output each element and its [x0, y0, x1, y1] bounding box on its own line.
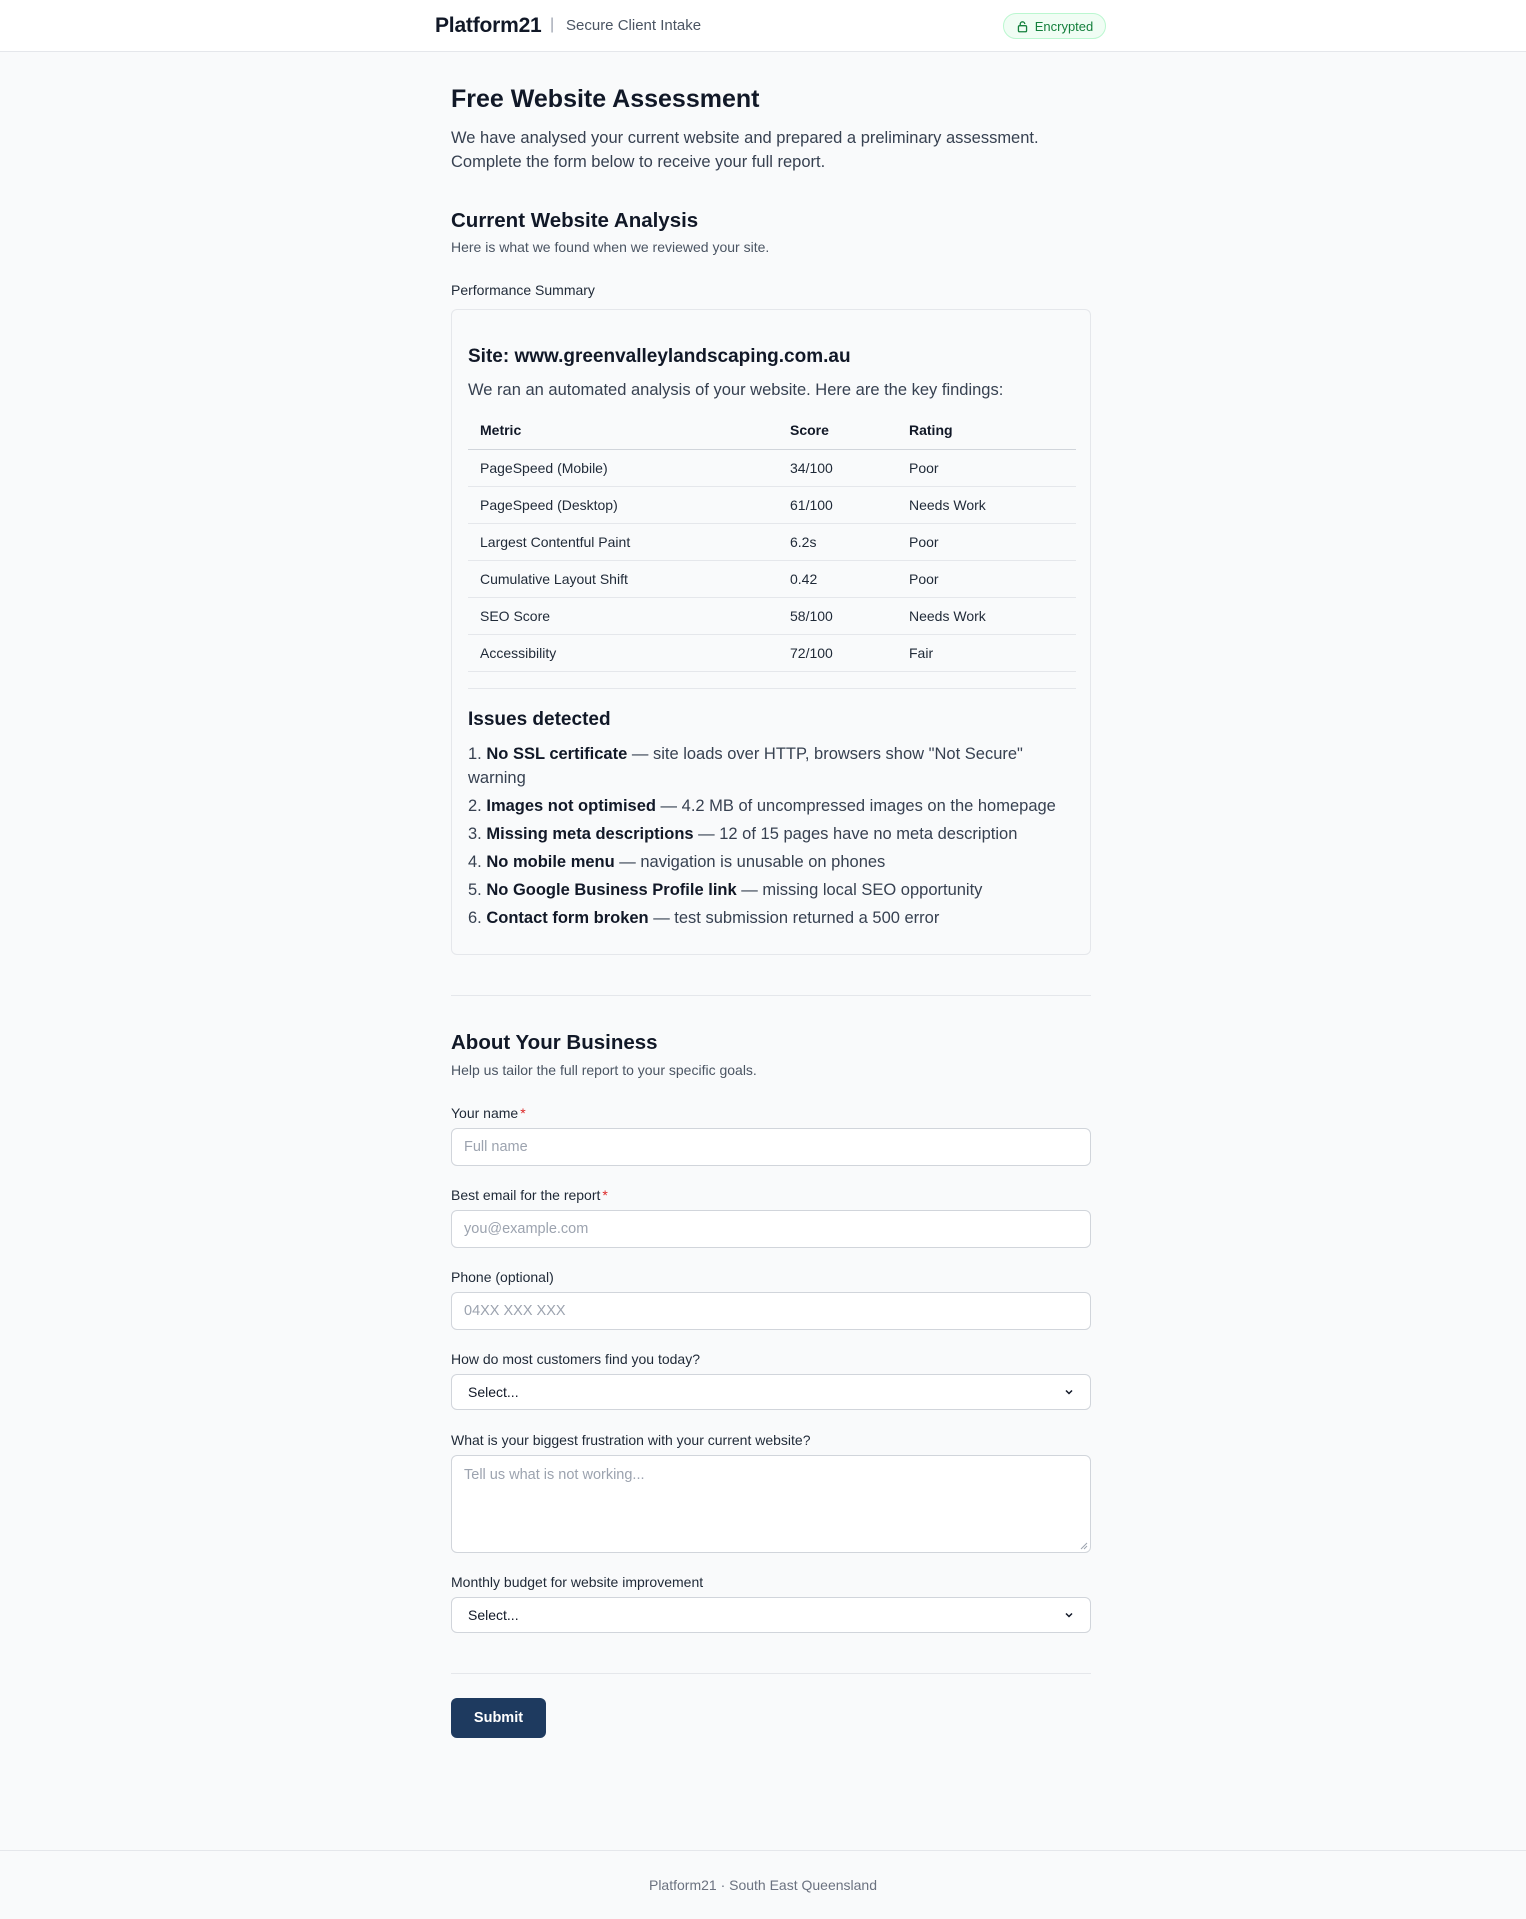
issue-detail: — test submission returned a 500 error	[648, 909, 940, 927]
issue-detail: — navigation is unusable on phones	[614, 853, 886, 871]
required-mark: *	[602, 1187, 608, 1203]
chevron-down-icon	[1064, 1387, 1074, 1397]
analysis-subtitle: Here is what we found when we reviewed your site.	[451, 239, 770, 255]
encrypted-badge-label: Encrypted	[1034, 18, 1094, 34]
issue-detail: — missing local SEO opportunity	[736, 881, 983, 899]
customer-source-value: Select...	[468, 1384, 519, 1400]
chevron-down-icon	[1064, 1610, 1074, 1620]
table-header-row	[468, 412, 1076, 449]
issue-number: 4.	[468, 853, 482, 871]
issue-title: Contact form broken	[486, 909, 649, 927]
page-title: Free Website Assessment	[451, 85, 760, 113]
list-item	[468, 878, 1068, 902]
frustration-textarea[interactable]	[451, 1455, 1091, 1553]
issue-title: No SSL certificate	[486, 745, 628, 763]
analysis-title: Current Website Analysis	[451, 209, 699, 232]
rating-cell: Poor	[897, 560, 1076, 597]
email-label-text: Best email for the report	[451, 1187, 601, 1203]
issue-title: No Google Business Profile link	[486, 881, 737, 899]
brand-subtitle: Secure Client Intake	[566, 17, 702, 34]
encrypted-badge	[1003, 13, 1106, 39]
score-cell: 72/100	[778, 634, 897, 671]
top-bar	[0, 0, 1526, 52]
name-input[interactable]	[451, 1128, 1091, 1166]
footer-text: Platform21 · South East Queensland	[648, 1877, 878, 1893]
issue-number: 1.	[468, 745, 482, 763]
table-row	[468, 449, 1076, 486]
brand-logo: Platform21	[435, 14, 542, 37]
required-mark: *	[520, 1105, 526, 1121]
resize-handle-icon[interactable]	[1080, 1542, 1088, 1550]
metric-cell: PageSpeed (Desktop)	[468, 486, 778, 523]
metric-cell: Accessibility	[468, 634, 778, 671]
list-item	[468, 822, 1068, 846]
col-header-rating: Rating	[897, 412, 1076, 449]
table-row	[468, 486, 1076, 523]
issue-title: Images not optimised	[486, 797, 656, 815]
submit-button[interactable]: Submit	[451, 1698, 546, 1738]
frustration-placeholder: Tell us what is not working...	[464, 1467, 645, 1483]
phone-label: Phone (optional)	[451, 1269, 554, 1285]
budget-label: Monthly budget for website improvement	[451, 1574, 704, 1590]
site-url: Site: www.greenvalleylandscaping.com.au	[468, 346, 851, 367]
performance-summary-card	[451, 309, 1091, 955]
table-row	[468, 560, 1076, 597]
phone-input-placeholder: 04XX XXX XXX	[464, 1303, 566, 1319]
section-divider	[451, 995, 1091, 996]
issue-number: 2.	[468, 797, 482, 815]
list-item	[468, 794, 1068, 818]
score-cell: 61/100	[778, 486, 897, 523]
issue-title: Missing meta descriptions	[486, 825, 694, 843]
customer-source-select[interactable]	[451, 1374, 1091, 1410]
source-label: How do most customers find you today?	[451, 1351, 701, 1367]
brand-separator: |	[550, 16, 555, 33]
metric-cell: Largest Contentful Paint	[468, 523, 778, 560]
card-intro: We ran an automated analysis of your website. Here are the key findings:	[468, 381, 1004, 399]
list-item	[468, 850, 1068, 874]
score-cell: 58/100	[778, 597, 897, 634]
table-row	[468, 523, 1076, 560]
form-divider	[451, 1673, 1091, 1674]
email-label	[451, 1187, 608, 1203]
email-input-placeholder: you@example.com	[464, 1221, 589, 1237]
business-subtitle: Help us tailor the full report to your specific goals.	[451, 1062, 757, 1078]
issues-list	[468, 742, 1068, 934]
table-row	[468, 634, 1076, 671]
issue-number: 5.	[468, 881, 482, 899]
card-divider	[468, 688, 1076, 689]
issue-number: 6.	[468, 909, 482, 927]
performance-summary-label: Performance Summary	[451, 282, 595, 298]
score-cell: 6.2s	[778, 523, 897, 560]
name-input-placeholder: Full name	[464, 1139, 528, 1155]
metric-cell: PageSpeed (Mobile)	[468, 449, 778, 486]
score-cell: 0.42	[778, 560, 897, 597]
phone-input[interactable]	[451, 1292, 1091, 1330]
name-label-text: Your name	[451, 1105, 519, 1121]
issue-detail: — 12 of 15 pages have no meta description	[693, 825, 1018, 843]
email-input[interactable]	[451, 1210, 1091, 1248]
budget-value: Select...	[468, 1607, 519, 1623]
rating-cell: Poor	[897, 449, 1076, 486]
list-item	[468, 742, 1068, 790]
metric-cell: SEO Score	[468, 597, 778, 634]
lock-icon	[1016, 20, 1029, 33]
metric-cell: Cumulative Layout Shift	[468, 560, 778, 597]
issue-detail: — 4.2 MB of uncompressed images on the homepage	[655, 797, 1056, 815]
metrics-table	[468, 412, 1076, 672]
issue-number: 3.	[468, 825, 482, 843]
issues-title: Issues detected	[468, 709, 611, 730]
col-header-metric: Metric	[468, 412, 778, 449]
budget-select[interactable]	[451, 1597, 1091, 1633]
issue-title: No mobile menu	[486, 853, 615, 871]
score-cell: 34/100	[778, 449, 897, 486]
rating-cell: Fair	[897, 634, 1076, 671]
footer	[0, 1850, 1526, 1919]
rating-cell: Poor	[897, 523, 1076, 560]
frustration-label: What is your biggest frustration with your current website?	[451, 1432, 811, 1448]
intro-text: We have analysed your current website and prepared a preliminary assessment. Complete the form below to receive your full report.	[451, 129, 1039, 171]
name-label	[451, 1105, 526, 1121]
business-title: About Your Business	[451, 1031, 658, 1054]
list-item	[468, 906, 1068, 930]
table-row	[468, 597, 1076, 634]
issue-detail: — site loads over HTTP, browsers show "Not Secure" warning	[468, 745, 1023, 787]
rating-cell: Needs Work	[897, 597, 1076, 634]
col-header-score: Score	[778, 412, 897, 449]
rating-cell: Needs Work	[897, 486, 1076, 523]
